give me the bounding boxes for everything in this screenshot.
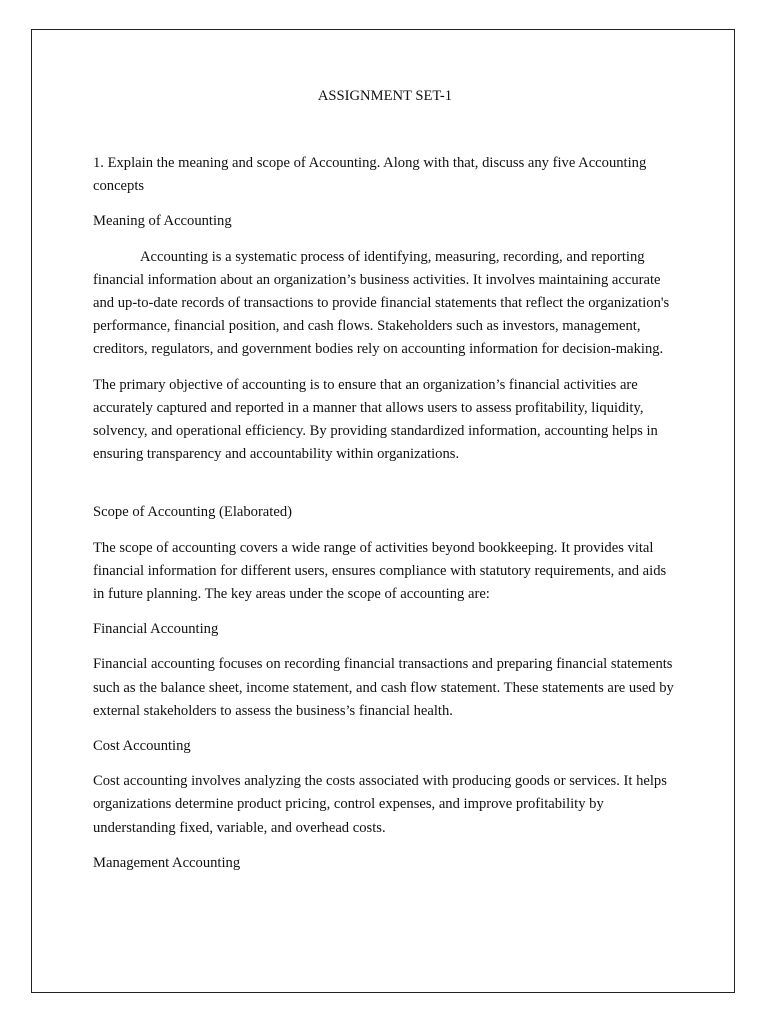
cost-accounting-paragraph: Cost accounting involves analyzing the costs associated with producing goods or services. It helps organizations determine product pricing, control expenses, and improve profitability by understanding fixed, variable, and overhead costs. bbox=[93, 773, 667, 836]
scope-paragraph: The scope of accounting covers a wide range of activities beyond bookkeeping. It provides vital financial information for different users, ensures compliance with statutory requirements, and aids in future planning. The key areas under the scope of accounting are: bbox=[93, 539, 667, 603]
question-text: 1. Explain the meaning and scope of Accounting. Along with that, discuss any five Accounting concepts bbox=[93, 155, 647, 195]
financial-accounting-paragraph: Financial accounting focuses on recording financial transactions and preparing financial statements such as the balance sheet, income statement, and cash flow statement. These statements are used by external stakeholders to assess the business’s financial health. bbox=[93, 656, 674, 719]
management-accounting-heading: Management Accounting bbox=[93, 854, 241, 871]
cost-accounting-heading: Cost Accounting bbox=[93, 738, 191, 755]
document-body bbox=[93, 86, 677, 887]
section-spacer bbox=[93, 478, 677, 501]
scope-heading: Scope of Accounting (Elaborated) bbox=[93, 504, 292, 521]
meaning-paragraph-1: Accounting is a systematic process of identifying, measuring, recording, and reporting financial information about an organization’s business activities. It involves maintaining accurate and up-to-date records of transactions to provide financial statements that reflect the organization's performance, financial position, and cash flows. Stakeholders such as investors, management, creditors, regulators, and government bodies rely on accounting information for decision-making. bbox=[93, 248, 670, 358]
financial-accounting-heading: Financial Accounting bbox=[93, 621, 219, 638]
meaning-heading: Meaning of Accounting bbox=[93, 213, 232, 230]
page-title: ASSIGNMENT SET-1 bbox=[317, 88, 453, 104]
meaning-paragraph-2: The primary objective of accounting is to ensure that an organization’s financial activities are accurately captured and reported in a manner that allows users to assess profitability, liquidity, solvency, and operational efficiency. By providing standardized information, accounting helps in ensuring transparency and accountability within organizations. bbox=[93, 376, 658, 463]
